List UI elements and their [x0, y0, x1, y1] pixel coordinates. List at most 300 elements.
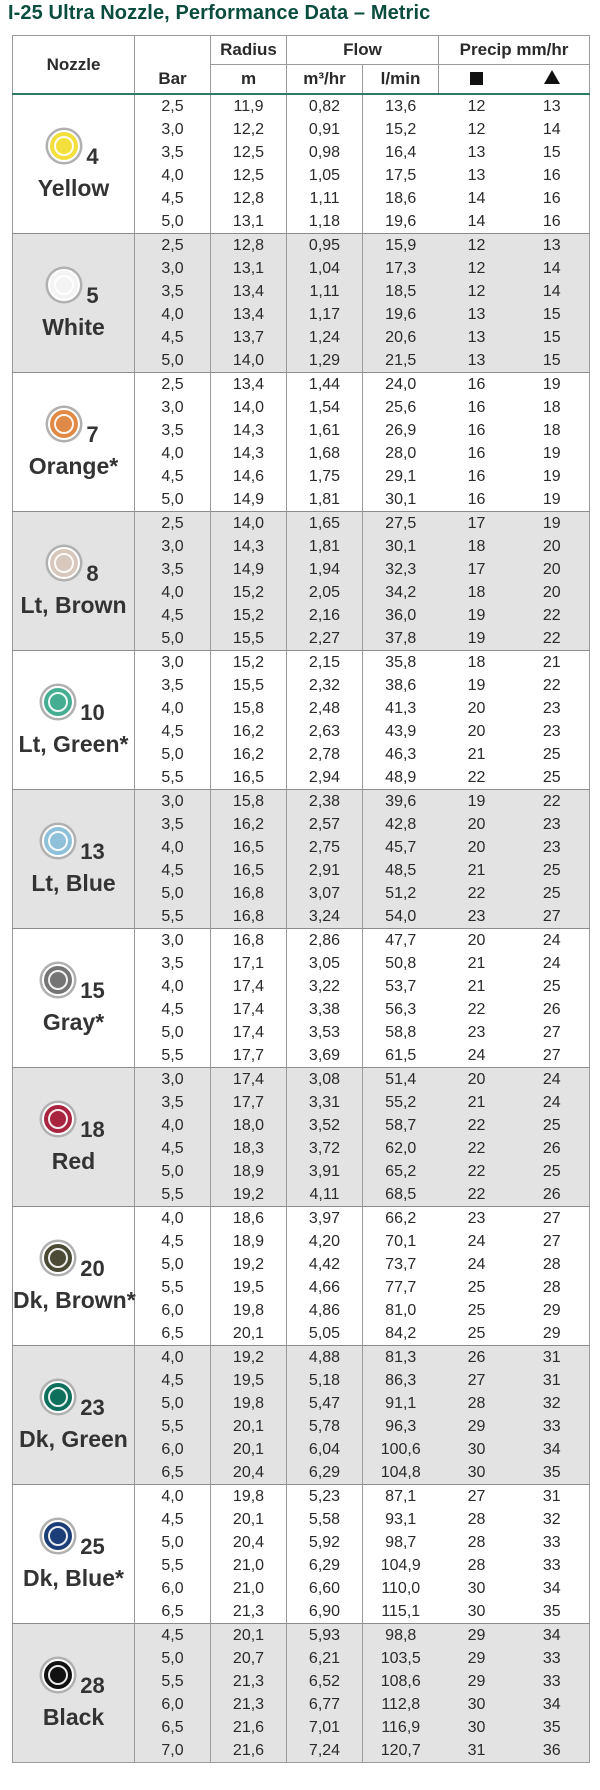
cell-flow-lmin: 41,3 [385, 699, 417, 717]
nozzle-label [13, 1517, 134, 1592]
cell-radius-m: 17,7 [211, 1091, 287, 1114]
cell-precip-square: 13 [439, 303, 515, 326]
table-row [13, 651, 590, 675]
nozzle-label [13, 1656, 134, 1731]
table-row [13, 929, 590, 953]
cell-flow-m3hr: 3,08 [287, 1068, 363, 1092]
nozzle-name: Lt, Blue [31, 869, 116, 896]
table-row [13, 1624, 590, 1648]
cell-precip-triangle: 24 [515, 1091, 590, 1114]
nozzle-name: Orange* [28, 452, 119, 479]
cell-radius-m: 21,3 [211, 1693, 287, 1716]
nozzle-label [13, 961, 134, 1036]
nozzle-cell [13, 1485, 135, 1624]
cell-bar: 5,0 [135, 743, 211, 766]
cell-bar: 5,0 [135, 1253, 211, 1276]
cell-flow-m3hr: 2,91 [287, 859, 363, 882]
nozzle-color-swatch-icon [42, 1520, 74, 1552]
cell-precip-triangle: 34 [542, 1579, 561, 1597]
cell-flow-lmin: 48,9 [385, 768, 417, 786]
cell-flow-m3hr: 2,48 [287, 697, 363, 720]
cell-precip-square: 18 [439, 535, 515, 558]
cell-radius-m: 14,3 [211, 442, 287, 465]
cell-flow-lmin: 25,6 [385, 398, 417, 416]
cell-precip-square: 20 [467, 699, 486, 717]
cell-bar: 5,0 [135, 210, 211, 234]
cell-flow-lmin: 16,4 [385, 143, 417, 161]
nozzle-number: 23 [80, 1394, 105, 1420]
cell-precip-triangle: 35 [515, 1716, 590, 1739]
cell-precip-square: 28 [467, 1533, 486, 1551]
cell-flow-lmin: 103,5 [363, 1647, 439, 1670]
cell-radius-m: 16,8 [211, 905, 287, 929]
cell-flow-lmin: 34,2 [363, 581, 439, 604]
nozzle-cell [13, 1068, 135, 1207]
nozzle-label [13, 683, 134, 758]
cell-radius-m: 17,4 [211, 998, 287, 1021]
nozzle-label [13, 266, 134, 341]
cell-precip-square: 30 [439, 1438, 515, 1461]
cell-radius-m: 15,5 [211, 627, 287, 651]
cell-bar: 5,0 [135, 1531, 211, 1554]
cell-precip-square: 30 [467, 1602, 486, 1620]
cell-precip-square: 16 [439, 373, 515, 397]
cell-precip-square: 12 [439, 280, 515, 303]
nozzle-color-swatch-icon [42, 825, 74, 857]
nozzle-color-swatch-icon [48, 130, 80, 162]
cell-flow-lmin: 81,3 [363, 1346, 439, 1370]
cell-precip-square: 30 [467, 1579, 486, 1597]
cell-flow-m3hr: 2,86 [287, 929, 363, 953]
header-precip-triangle [515, 65, 590, 95]
cell-flow-m3hr: 3,69 [287, 1044, 363, 1068]
cell-radius-m: 18,6 [211, 1207, 287, 1231]
cell-precip-triangle: 33 [515, 1647, 590, 1670]
cell-precip-square: 28 [439, 1392, 515, 1415]
cell-bar: 5,5 [135, 1183, 211, 1207]
cell-flow-m3hr: 4,66 [287, 1276, 363, 1299]
cell-radius-m: 13,4 [211, 373, 287, 397]
cell-flow-lmin: 86,3 [363, 1369, 439, 1392]
cell-flow-m3hr: 1,05 [287, 164, 363, 187]
cell-precip-square: 28 [467, 1510, 486, 1528]
cell-precip-square: 16 [467, 398, 486, 416]
nozzle-number: 15 [80, 977, 105, 1003]
nozzle-color-swatch-icon [42, 1242, 74, 1274]
cell-bar: 4,5 [135, 1508, 211, 1531]
cell-precip-triangle: 29 [542, 1324, 561, 1342]
cell-bar: 5,0 [135, 882, 211, 905]
table-row [13, 512, 590, 536]
cell-flow-m3hr: 3,91 [287, 1160, 363, 1183]
cell-precip-square: 22 [439, 1114, 515, 1137]
header-m: m [211, 65, 287, 95]
cell-flow-lmin: 15,9 [363, 234, 439, 258]
cell-flow-m3hr: 2,32 [287, 674, 363, 697]
nozzle-number: 7 [86, 421, 99, 447]
cell-bar: 2,5 [135, 512, 211, 536]
cell-flow-lmin: 30,1 [385, 490, 417, 508]
cell-precip-square: 20 [439, 836, 515, 859]
cell-radius-m: 14,0 [211, 396, 287, 419]
cell-flow-m3hr: 5,93 [287, 1624, 363, 1648]
cell-flow-m3hr: 1,24 [287, 326, 363, 349]
cell-bar: 5,0 [135, 627, 211, 651]
cell-precip-triangle: 18 [542, 398, 561, 416]
nozzle-color-swatch-icon [42, 1103, 74, 1135]
cell-precip-triangle: 23 [515, 813, 590, 836]
cell-flow-m3hr: 5,92 [287, 1531, 363, 1554]
cell-flow-m3hr: 5,78 [287, 1415, 363, 1438]
cell-precip-square: 13 [467, 166, 486, 184]
cell-precip-triangle: 26 [515, 1183, 590, 1207]
cell-radius-m: 18,3 [211, 1137, 287, 1160]
cell-flow-m3hr: 4,42 [287, 1253, 363, 1276]
cell-bar: 3,0 [135, 535, 211, 558]
cell-precip-triangle: 31 [515, 1346, 590, 1370]
nozzle-cell [13, 929, 135, 1068]
cell-flow-m3hr: 1,68 [287, 442, 363, 465]
cell-precip-square: 20 [467, 722, 486, 740]
nozzle-number: 13 [80, 838, 105, 864]
cell-precip-triangle: 19 [542, 490, 561, 508]
cell-precip-square: 21 [439, 1091, 515, 1114]
cell-bar: 5,5 [135, 1415, 211, 1438]
cell-radius-m: 20,1 [211, 1322, 287, 1346]
cell-radius-m: 16,8 [211, 882, 287, 905]
cell-flow-lmin: 45,7 [363, 836, 439, 859]
cell-precip-square: 16 [467, 444, 486, 462]
cell-precip-square: 18 [439, 651, 515, 675]
cell-precip-triangle: 32 [515, 1392, 590, 1415]
header-bar: Bar [135, 65, 211, 95]
nozzle-cell [13, 1346, 135, 1485]
cell-radius-m: 12,8 [211, 234, 287, 258]
cell-precip-square: 19 [439, 790, 515, 814]
cell-precip-square: 24 [467, 1255, 486, 1273]
cell-flow-lmin: 26,9 [385, 421, 417, 439]
cell-precip-square: 16 [467, 467, 486, 485]
cell-precip-square: 29 [439, 1415, 515, 1438]
cell-bar: 5,0 [135, 1392, 211, 1415]
cell-flow-lmin: 81,0 [385, 1301, 417, 1319]
nozzle-cell [13, 651, 135, 790]
cell-radius-m: 21,3 [211, 1670, 287, 1693]
cell-radius-m: 14,9 [211, 488, 287, 512]
cell-precip-triangle: 27 [515, 1207, 590, 1231]
cell-radius-m: 17,7 [211, 1044, 287, 1068]
cell-precip-triangle: 21 [515, 651, 590, 675]
cell-flow-m3hr: 6,52 [287, 1670, 363, 1693]
cell-precip-triangle: 16 [542, 166, 561, 184]
cell-flow-m3hr: 6,90 [287, 1600, 363, 1624]
cell-flow-lmin: 51,2 [363, 882, 439, 905]
cell-flow-m3hr: 0,95 [287, 234, 363, 258]
cell-radius-m: 20,1 [211, 1415, 287, 1438]
cell-flow-lmin: 43,9 [385, 722, 417, 740]
cell-precip-triangle: 35 [515, 1461, 590, 1485]
cell-precip-square: 30 [439, 1716, 515, 1739]
cell-bar: 4,0 [135, 581, 211, 604]
cell-radius-m: 15,2 [211, 604, 287, 627]
cell-precip-square: 21 [467, 954, 486, 972]
cell-flow-m3hr: 1,94 [287, 558, 363, 581]
cell-flow-lmin: 48,5 [363, 859, 439, 882]
cell-radius-m: 12,8 [211, 187, 287, 210]
cell-flow-m3hr: 6,29 [287, 1461, 363, 1485]
cell-flow-m3hr: 3,53 [287, 1021, 363, 1044]
cell-flow-lmin: 62,0 [363, 1137, 439, 1160]
cell-flow-m3hr: 0,91 [287, 118, 363, 141]
cell-bar: 4,5 [135, 1230, 211, 1253]
cell-flow-m3hr: 2,05 [287, 581, 363, 604]
cell-bar: 3,0 [135, 396, 211, 419]
cell-bar: 4,5 [135, 1137, 211, 1160]
cell-bar: 3,0 [135, 257, 211, 280]
cell-flow-m3hr: 0,98 [287, 141, 363, 164]
cell-precip-triangle: 34 [515, 1624, 590, 1648]
cell-radius-m: 19,8 [211, 1392, 287, 1415]
header-precip-square [439, 65, 515, 95]
cell-bar: 4,0 [135, 697, 211, 720]
cell-precip-triangle: 33 [515, 1670, 590, 1693]
cell-flow-m3hr: 1,17 [287, 303, 363, 326]
cell-flow-lmin: 46,3 [385, 745, 417, 763]
cell-bar: 5,5 [135, 1554, 211, 1577]
cell-radius-m: 15,2 [211, 651, 287, 675]
cell-flow-lmin: 116,9 [363, 1716, 439, 1739]
table-body [13, 94, 590, 1763]
nozzle-name: Lt, Brown [20, 591, 127, 618]
cell-flow-lmin: 84,2 [385, 1324, 417, 1342]
cell-precip-triangle: 34 [515, 1438, 590, 1461]
cell-precip-square: 19 [467, 676, 486, 694]
cell-bar: 4,5 [135, 465, 211, 488]
cell-bar: 3,5 [135, 419, 211, 442]
cell-bar: 4,0 [135, 303, 211, 326]
cell-bar: 3,5 [135, 1091, 211, 1114]
cell-flow-m3hr: 4,11 [287, 1183, 363, 1207]
cell-precip-triangle: 26 [542, 1000, 561, 1018]
cell-precip-square: 22 [467, 768, 486, 786]
cell-radius-m: 16,5 [211, 836, 287, 859]
cell-precip-triangle: 16 [542, 189, 561, 207]
cell-radius-m: 19,2 [211, 1346, 287, 1370]
cell-flow-m3hr: 1,65 [287, 512, 363, 536]
cell-precip-square: 20 [439, 1068, 515, 1092]
cell-flow-m3hr: 6,29 [287, 1554, 363, 1577]
cell-bar: 5,5 [135, 1670, 211, 1693]
cell-radius-m: 16,2 [211, 813, 287, 836]
cell-precip-square: 19 [439, 604, 515, 627]
cell-flow-m3hr: 5,47 [287, 1392, 363, 1415]
cell-flow-lmin: 68,5 [363, 1183, 439, 1207]
cell-flow-lmin: 73,7 [385, 1255, 417, 1273]
cell-precip-triangle: 15 [515, 349, 590, 373]
cell-bar: 4,0 [135, 1207, 211, 1231]
cell-precip-square: 31 [439, 1739, 515, 1763]
cell-flow-m3hr: 1,54 [287, 396, 363, 419]
cell-flow-lmin: 112,8 [363, 1693, 439, 1716]
table-row [13, 1346, 590, 1370]
cell-flow-lmin: 55,2 [363, 1091, 439, 1114]
cell-radius-m: 14,0 [211, 512, 287, 536]
cell-flow-m3hr: 5,18 [287, 1369, 363, 1392]
cell-precip-triangle: 19 [542, 467, 561, 485]
header-lmin: l/min [363, 65, 439, 95]
cell-flow-lmin: 93,1 [385, 1510, 417, 1528]
cell-flow-m3hr: 6,21 [287, 1647, 363, 1670]
cell-radius-m: 19,2 [211, 1183, 287, 1207]
cell-radius-m: 12,5 [211, 164, 287, 187]
cell-radius-m: 17,1 [211, 952, 287, 975]
cell-radius-m: 20,4 [211, 1461, 287, 1485]
nozzle-number: 5 [86, 282, 99, 308]
cell-flow-m3hr: 2,27 [287, 627, 363, 651]
cell-flow-lmin: 77,7 [385, 1278, 417, 1296]
cell-bar: 4,5 [135, 326, 211, 349]
cell-bar: 6,5 [135, 1716, 211, 1739]
cell-precip-square: 21 [467, 745, 486, 763]
cell-flow-m3hr: 7,01 [287, 1716, 363, 1739]
cell-flow-m3hr: 3,31 [287, 1091, 363, 1114]
cell-radius-m: 13,1 [211, 210, 287, 234]
cell-precip-triangle: 31 [515, 1485, 590, 1509]
cell-flow-lmin: 70,1 [385, 1232, 417, 1250]
cell-bar: 6,0 [135, 1299, 211, 1322]
cell-radius-m: 18,9 [211, 1230, 287, 1253]
cell-precip-triangle: 22 [515, 604, 590, 627]
nozzle-color-swatch-icon [48, 547, 80, 579]
nozzle-label [13, 544, 134, 619]
cell-radius-m: 17,4 [211, 1068, 287, 1092]
cell-flow-m3hr: 6,60 [287, 1577, 363, 1600]
cell-flow-m3hr: 1,44 [287, 373, 363, 397]
cell-precip-triangle: 22 [515, 627, 590, 651]
cell-precip-triangle: 15 [542, 143, 561, 161]
cell-flow-lmin: 17,5 [385, 166, 417, 184]
cell-radius-m: 16,5 [211, 766, 287, 790]
cell-bar: 5,5 [135, 766, 211, 790]
cell-precip-square: 27 [439, 1485, 515, 1509]
cell-flow-m3hr: 2,63 [287, 720, 363, 743]
cell-radius-m: 19,8 [211, 1299, 287, 1322]
cell-radius-m: 20,1 [211, 1624, 287, 1648]
square-icon [470, 72, 483, 85]
cell-precip-square: 23 [467, 1023, 486, 1041]
cell-flow-lmin: 104,8 [363, 1461, 439, 1485]
cell-precip-square: 22 [439, 1137, 515, 1160]
cell-precip-square: 22 [439, 1183, 515, 1207]
cell-flow-lmin: 91,1 [363, 1392, 439, 1415]
nozzle-number: 18 [80, 1116, 105, 1142]
cell-precip-triangle: 15 [515, 303, 590, 326]
cell-flow-m3hr: 4,20 [287, 1230, 363, 1253]
cell-radius-m: 14,6 [211, 465, 287, 488]
cell-flow-m3hr: 1,61 [287, 419, 363, 442]
header-nozzle: Nozzle [13, 36, 135, 95]
cell-bar: 4,5 [135, 720, 211, 743]
nozzle-name: Dk, Brown* [13, 1286, 136, 1313]
cell-radius-m: 16,8 [211, 929, 287, 953]
nozzle-label [13, 1239, 134, 1314]
cell-precip-triangle: 25 [515, 882, 590, 905]
performance-table [12, 35, 590, 1763]
nozzle-number: 4 [86, 143, 99, 169]
nozzle-label [13, 1100, 134, 1175]
cell-flow-m3hr: 1,75 [287, 465, 363, 488]
cell-flow-lmin: 15,2 [385, 120, 417, 138]
cell-precip-triangle: 28 [542, 1278, 561, 1296]
cell-precip-triangle: 20 [515, 581, 590, 604]
cell-precip-square: 12 [439, 94, 515, 118]
cell-flow-lmin: 61,5 [385, 1046, 417, 1064]
cell-bar: 5,0 [135, 1021, 211, 1044]
cell-flow-lmin: 98,8 [363, 1624, 439, 1648]
cell-flow-m3hr: 5,05 [287, 1322, 363, 1346]
cell-flow-lmin: 65,2 [363, 1160, 439, 1183]
nozzle-cell [13, 1624, 135, 1763]
cell-flow-m3hr: 1,81 [287, 535, 363, 558]
cell-precip-square: 24 [467, 1232, 486, 1250]
cell-flow-lmin: 27,5 [363, 512, 439, 536]
cell-radius-m: 20,1 [211, 1508, 287, 1531]
cell-flow-m3hr: 6,77 [287, 1693, 363, 1716]
cell-flow-m3hr: 3,97 [287, 1207, 363, 1231]
cell-bar: 3,0 [135, 1068, 211, 1092]
cell-radius-m: 19,2 [211, 1253, 287, 1276]
cell-flow-lmin: 87,1 [363, 1485, 439, 1509]
cell-precip-square: 27 [439, 1369, 515, 1392]
table-row [13, 373, 590, 397]
cell-bar: 4,5 [135, 604, 211, 627]
nozzle-color-swatch-icon [42, 964, 74, 996]
cell-precip-triangle: 28 [542, 1255, 561, 1273]
cell-flow-m3hr: 1,81 [287, 488, 363, 512]
cell-precip-square: 30 [439, 1693, 515, 1716]
cell-flow-lmin: 20,6 [363, 326, 439, 349]
cell-flow-lmin: 18,5 [363, 280, 439, 303]
cell-bar: 4,5 [135, 998, 211, 1021]
cell-precip-square: 12 [439, 257, 515, 280]
cell-radius-m: 21,3 [211, 1600, 287, 1624]
cell-flow-lmin: 24,0 [363, 373, 439, 397]
cell-bar: 4,0 [135, 164, 211, 187]
cell-radius-m: 16,2 [211, 743, 287, 766]
table-row [13, 790, 590, 814]
cell-precip-triangle: 23 [542, 699, 561, 717]
cell-bar: 6,5 [135, 1600, 211, 1624]
cell-radius-m: 16,2 [211, 720, 287, 743]
cell-precip-triangle: 31 [515, 1369, 590, 1392]
cell-radius-m: 20,7 [211, 1647, 287, 1670]
cell-bar: 5,0 [135, 488, 211, 512]
table-row [13, 94, 590, 118]
cell-flow-lmin: 56,3 [385, 1000, 417, 1018]
nozzle-color-swatch-icon [42, 1381, 74, 1413]
cell-precip-square: 26 [439, 1346, 515, 1370]
cell-flow-lmin: 100,6 [363, 1438, 439, 1461]
cell-bar: 4,5 [135, 859, 211, 882]
cell-radius-m: 20,4 [211, 1531, 287, 1554]
cell-flow-lmin: 19,6 [363, 303, 439, 326]
nozzle-color-swatch-icon [42, 686, 74, 718]
cell-precip-triangle: 18 [542, 421, 561, 439]
cell-precip-square: 14 [467, 212, 486, 230]
cell-flow-lmin: 37,8 [363, 627, 439, 651]
cell-bar: 4,0 [135, 442, 211, 465]
cell-precip-square: 24 [467, 1046, 486, 1064]
